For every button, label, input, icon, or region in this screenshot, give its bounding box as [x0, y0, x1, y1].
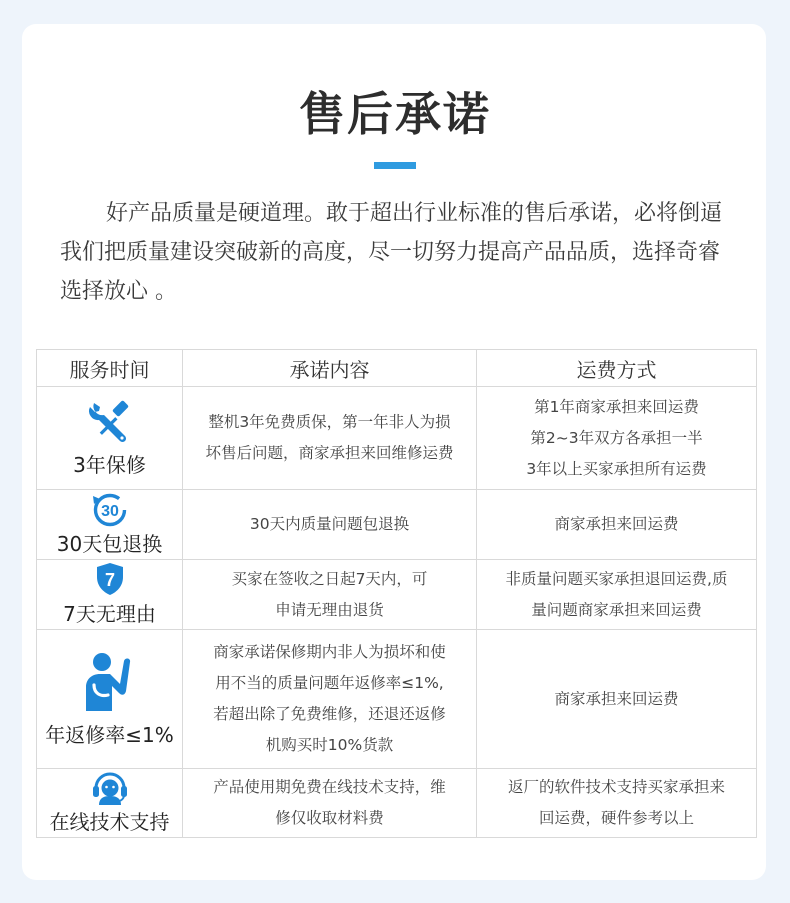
table-row [37, 630, 757, 769]
content-line: 机购买时10%货款 [265, 736, 394, 754]
service-name: 年返修率≤1% [45, 722, 174, 747]
shipping-cell [477, 630, 757, 769]
service-name: 3年保修 [73, 452, 146, 477]
service-cell [37, 769, 183, 838]
content-line: 买家在签收之日起7天内，可 [231, 569, 428, 588]
service-name: 30天包退换 [56, 531, 163, 556]
title-underline [374, 162, 416, 169]
content-line: 产品使用期免费在线技术支持，维 [213, 778, 446, 796]
shipping-line: 非质量问题买家承担退回运费,质 [505, 569, 728, 588]
content-cell [183, 560, 477, 630]
content-cell [183, 769, 477, 838]
service-cell [37, 630, 183, 769]
shipping-cell [477, 387, 757, 490]
content-line: 坏售后问题，商家承担来回维修运费 [205, 444, 454, 462]
service-name: 在线技术支持 [49, 810, 170, 834]
content-line: 商家承诺保修期内非人为损坏和使 [213, 643, 446, 661]
table-row [37, 490, 757, 560]
table-row [37, 769, 757, 838]
content-line: 整机3年免费质保，第一年非人为损 [208, 413, 451, 431]
intro-paragraph: 好产品质量是硬道理。敢于超出行业标准的售后承诺，必将倒逼我们把质量建设突破新的高度，尽一切努力提高产品品质，选择奇睿选择放心 。 [60, 201, 723, 304]
content-cell [183, 630, 477, 769]
shipping-line: 第1年商家承担来回运费 [534, 397, 699, 416]
header-commitment: 承诺内容 [183, 350, 477, 387]
header-service-time: 服务时间 [37, 350, 183, 387]
svg-text:30: 30 [100, 502, 119, 520]
wrench-screwdriver-icon [87, 399, 133, 445]
header-shipping: 运费方式 [477, 350, 757, 387]
svg-text:7: 7 [104, 570, 115, 590]
service-cell [37, 387, 183, 490]
shipping-line: 3年以上买家承担所有运费 [526, 459, 707, 478]
service-cell [37, 560, 183, 630]
shipping-cell [477, 490, 757, 560]
shipping-line: 返厂的软件技术支持买家承担来 [507, 778, 725, 796]
shipping-line: 回运费，硬件参考以上 [538, 809, 694, 827]
service-table [36, 349, 757, 838]
headset-support-icon [91, 771, 129, 805]
service-name: 7天无理由 [63, 602, 156, 626]
content-line: 30天内质量问题包退换 [249, 515, 410, 533]
person-raising-hand-icon [80, 651, 140, 713]
shipping-line: 商家承担来回运费 [554, 689, 679, 708]
shipping-cell [477, 769, 757, 838]
content-cell [183, 387, 477, 490]
table-header-row [37, 350, 757, 387]
30-day-return-icon [90, 493, 130, 527]
page-title: 售后承诺 [299, 87, 491, 141]
service-cell [37, 490, 183, 560]
content-cell [183, 490, 477, 560]
shipping-line: 商家承担来回运费 [554, 515, 679, 533]
content-line: 修仅收取材料费 [275, 809, 384, 827]
content-line: 用不当的质量问题年返修率≤1%, [215, 674, 444, 692]
shipping-line: 量问题商家承担来回运费 [531, 600, 702, 619]
content-line: 若超出除了免费维修，还退还返修 [213, 705, 446, 723]
shipping-cell [477, 560, 757, 630]
shipping-line: 第2~3年双方各承担一半 [530, 428, 703, 447]
content-line: 申请无理由退货 [275, 600, 384, 619]
7-day-shield-icon [95, 562, 125, 596]
table-row [37, 387, 757, 490]
table-row [37, 560, 757, 630]
